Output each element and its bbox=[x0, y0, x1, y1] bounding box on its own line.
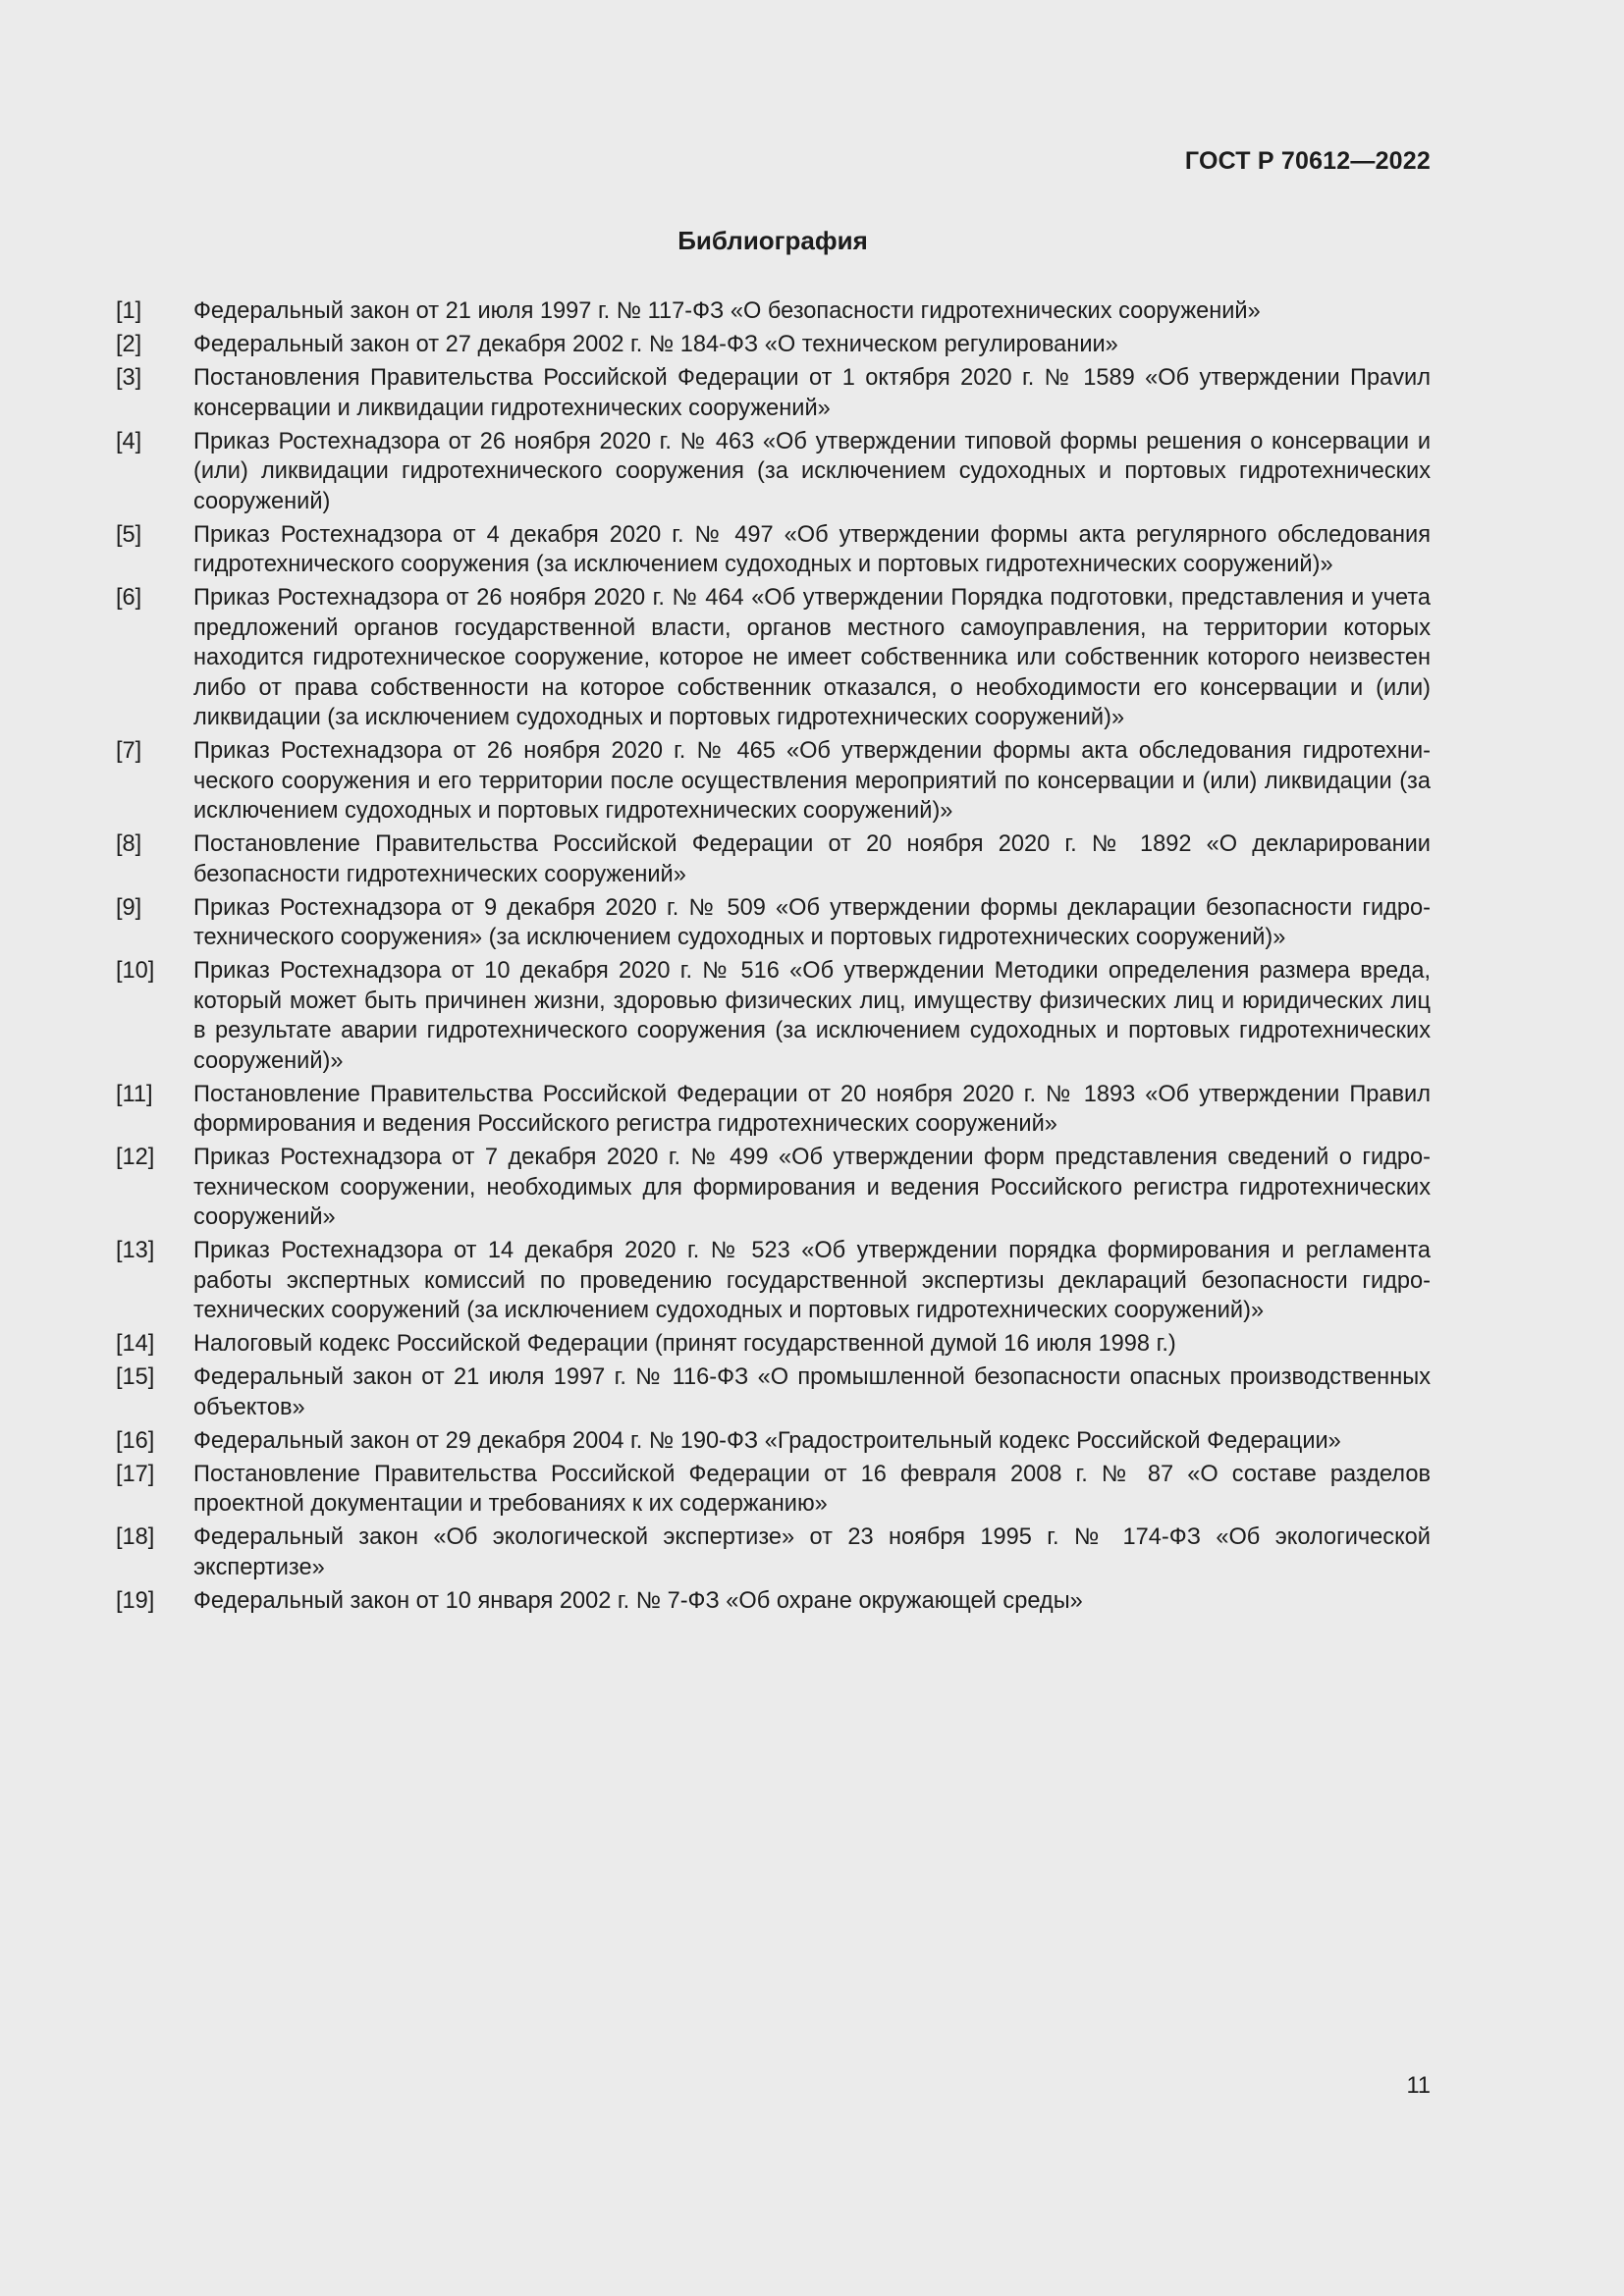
bibliography-item-text: Налоговый кодекс Российской Федерации (принят государственной думой 16 июля 1998 г.) bbox=[193, 1331, 1176, 1357]
bibliography-item-text: Федеральный закон от 27 декабря 2002 г. № 184-ФЗ «О техническом регулировании» bbox=[193, 332, 1118, 357]
bibliography-item bbox=[116, 1586, 1431, 1617]
bibliography-item-text: Приказ Ростехнадзора от 4 декабря 2020 г. № 497 «Об утверждении формы акта регулярного обследования гидротехнического сооружения (за исключением судоходных и портовых гидротехнических сооружений)» bbox=[193, 521, 1431, 577]
bibliography-item-text: Приказ Ростехнадзора от 10 декабря 2020 г. № 516 «Об утверждении Методики определения размера вреда, который может быть причинен жизни, здоровью физических лиц, имуществу физических лиц и юридических лиц в результате аварии гидротехнического сооружения (за исключением судоходных и портовых гидротехнических сооружений)» bbox=[193, 958, 1431, 1074]
bibliography-item-text: Постановления Правительства Российской Федерации от 1 октября 2020 г. № 1589 «Об утверждении Праvил консервации и ликвидации гидротехнических сооружений» bbox=[193, 365, 1431, 421]
bibliography-item bbox=[116, 1362, 1431, 1422]
bibliography-item bbox=[116, 363, 1431, 423]
bibliography-item-number: [10] bbox=[116, 958, 155, 984]
bibliography-item-number: [6] bbox=[116, 585, 142, 611]
bibliography-item-number: [11] bbox=[116, 1081, 153, 1107]
bibliography-item-number: [1] bbox=[116, 298, 142, 324]
bibliography-item-number: [5] bbox=[116, 521, 142, 548]
bibliography-item-number: [4] bbox=[116, 428, 142, 454]
bibliography-item bbox=[116, 1236, 1431, 1326]
bibliography-item-number: [2] bbox=[116, 332, 142, 357]
bibliography-item bbox=[116, 956, 1431, 1076]
bibliography-item bbox=[116, 893, 1431, 953]
bibliography-item-text: Постановление Правительства Российской Федерации от 16 февраля 2008 г. № 87 «О составе разделов проектной документации и требованиях к их содержанию» bbox=[193, 1461, 1431, 1517]
bibliography-item-text: Федеральный закон «Об экологической экспертизе» от 23 ноября 1995 г. № 174-ФЗ «Об экологической экспертизе» bbox=[193, 1524, 1431, 1580]
bibliography-item-number: [15] bbox=[116, 1364, 155, 1390]
bibliography-item-number: [13] bbox=[116, 1238, 155, 1263]
bibliography-item-number: [18] bbox=[116, 1524, 155, 1550]
bibliography-item bbox=[116, 427, 1431, 517]
bibliography-item-text: Федеральный закон от 29 декабря 2004 г. № 190-ФЗ «Градостроительный кодекс Российской Федерации» bbox=[193, 1427, 1341, 1454]
bibliography-item bbox=[116, 520, 1431, 580]
bibliography-item-text: Приказ Ростехнадзора от 26 ноября 2020 г. № 465 «Об утверждении формы акта обследования гидротехнического сооружения и его территории после осуществления мероприятий по консервации и (или) ликвидации (за исключением судоходных и портовых гидротехнических сооружений)» bbox=[193, 738, 1431, 824]
bibliography-item bbox=[116, 296, 1431, 327]
bibliography-item-text: Приказ Ростехнадзора от 26 ноября 2020 г. № 463 «Об утверждении типовой формы решения о консервации и (или) ликвидации гидротехнического сооружения (за исключением судоходных и портовых гидротехнических сооружений) bbox=[193, 428, 1431, 514]
bibliography-list bbox=[116, 296, 1431, 1620]
bibliography-item bbox=[116, 583, 1431, 733]
bibliography-item-text: Федеральный закон от 21 июля 1997 г. № 116-ФЗ «О промышленной безопасности опасных производственных объектов» bbox=[193, 1364, 1431, 1420]
bibliography-item bbox=[116, 1329, 1431, 1360]
bibliography-item-text: Федеральный закон от 21 июля 1997 г. № 117-ФЗ «О безопасности гидротехнических сооружений» bbox=[193, 298, 1261, 324]
bibliography-item bbox=[116, 829, 1431, 889]
bibliography-item bbox=[116, 1426, 1431, 1457]
bibliography-item-number: [7] bbox=[116, 738, 142, 764]
bibliography-item-text: Приказ Ростехнадзора от 26 ноября 2020 г. № 464 «Об утверждении Порядка подготовки, представления и учета предложений органов государственной власти, органов местного самоуправления, на территории которых находится гидротехническое сооружение, которое не имеет собственника или собственник которого неизвестен либо от права собственности на которое собственник отказался, о необходимости его консервации и (или) ликвидации (за исключением судоходных и портовых гидротехнических сооружений)» bbox=[193, 585, 1431, 730]
bibliography-item-text: Постановление Правительства Российской Федерации от 20 ноября 2020 г. № 1893 «Об утверждении Правил формирования и ведения Российского регистра гидротехнических сооружений» bbox=[193, 1081, 1431, 1137]
bibliography-item bbox=[116, 736, 1431, 827]
document-code: ГОСТ Р 70612—2022 bbox=[1184, 147, 1431, 175]
bibliography-item bbox=[116, 1460, 1431, 1520]
bibliography-item-text: Приказ Ростехнадзора от 14 декабря 2020 г. № 523 «Об утверждении порядка формирования и регламента работы экспертных комиссий по проведению государственной экспертизы деклараций безопасности гидротехнических сооружений (за исключением судоходных и портовых гидротехнических сооружений)» bbox=[193, 1238, 1431, 1323]
bibliography-item bbox=[116, 1143, 1431, 1233]
bibliography-item-number: [3] bbox=[116, 365, 142, 391]
bibliography-item-number: [17] bbox=[116, 1461, 155, 1487]
bibliography-item-text: Постановление Правительства Российской Федерации от 20 ноября 2020 г. № 1892 «О декларировании безопасности гидротехнических сооружений» bbox=[193, 831, 1431, 887]
bibliography-item-number: [12] bbox=[116, 1145, 155, 1170]
bibliography-item-text: Приказ Ростехнадзора от 7 декабря 2020 г. № 499 «Об утверждении форм представления сведений о гидротехническом сооружении, необходимых для формирования и ведения Российского регистра гидротехнических сооружений» bbox=[193, 1145, 1431, 1230]
bibliography-item-number: [14] bbox=[116, 1331, 155, 1357]
bibliography-item-number: [8] bbox=[116, 831, 142, 857]
bibliography-item-text: Приказ Ростехнадзора от 9 декабря 2020 г. № 509 «Об утверждении формы декларации безопасности гидротехнического сооружения» (за исключением судоходных и портовых гидротехнических сооружений)» bbox=[193, 894, 1431, 950]
page-number: 11 bbox=[1406, 2073, 1431, 2099]
bibliography-item-number: [19] bbox=[116, 1587, 155, 1614]
bibliography-item bbox=[116, 1522, 1431, 1582]
bibliography-item bbox=[116, 1080, 1431, 1140]
bibliography-item bbox=[116, 330, 1431, 360]
bibliography-item-text: Федеральный закон от 10 января 2002 г. № 7-ФЗ «Об охране окружающей среды» bbox=[193, 1587, 1083, 1614]
bibliography-title: Библиография bbox=[677, 226, 868, 255]
bibliography-item-number: [9] bbox=[116, 894, 142, 921]
bibliography-item-number: [16] bbox=[116, 1427, 155, 1454]
